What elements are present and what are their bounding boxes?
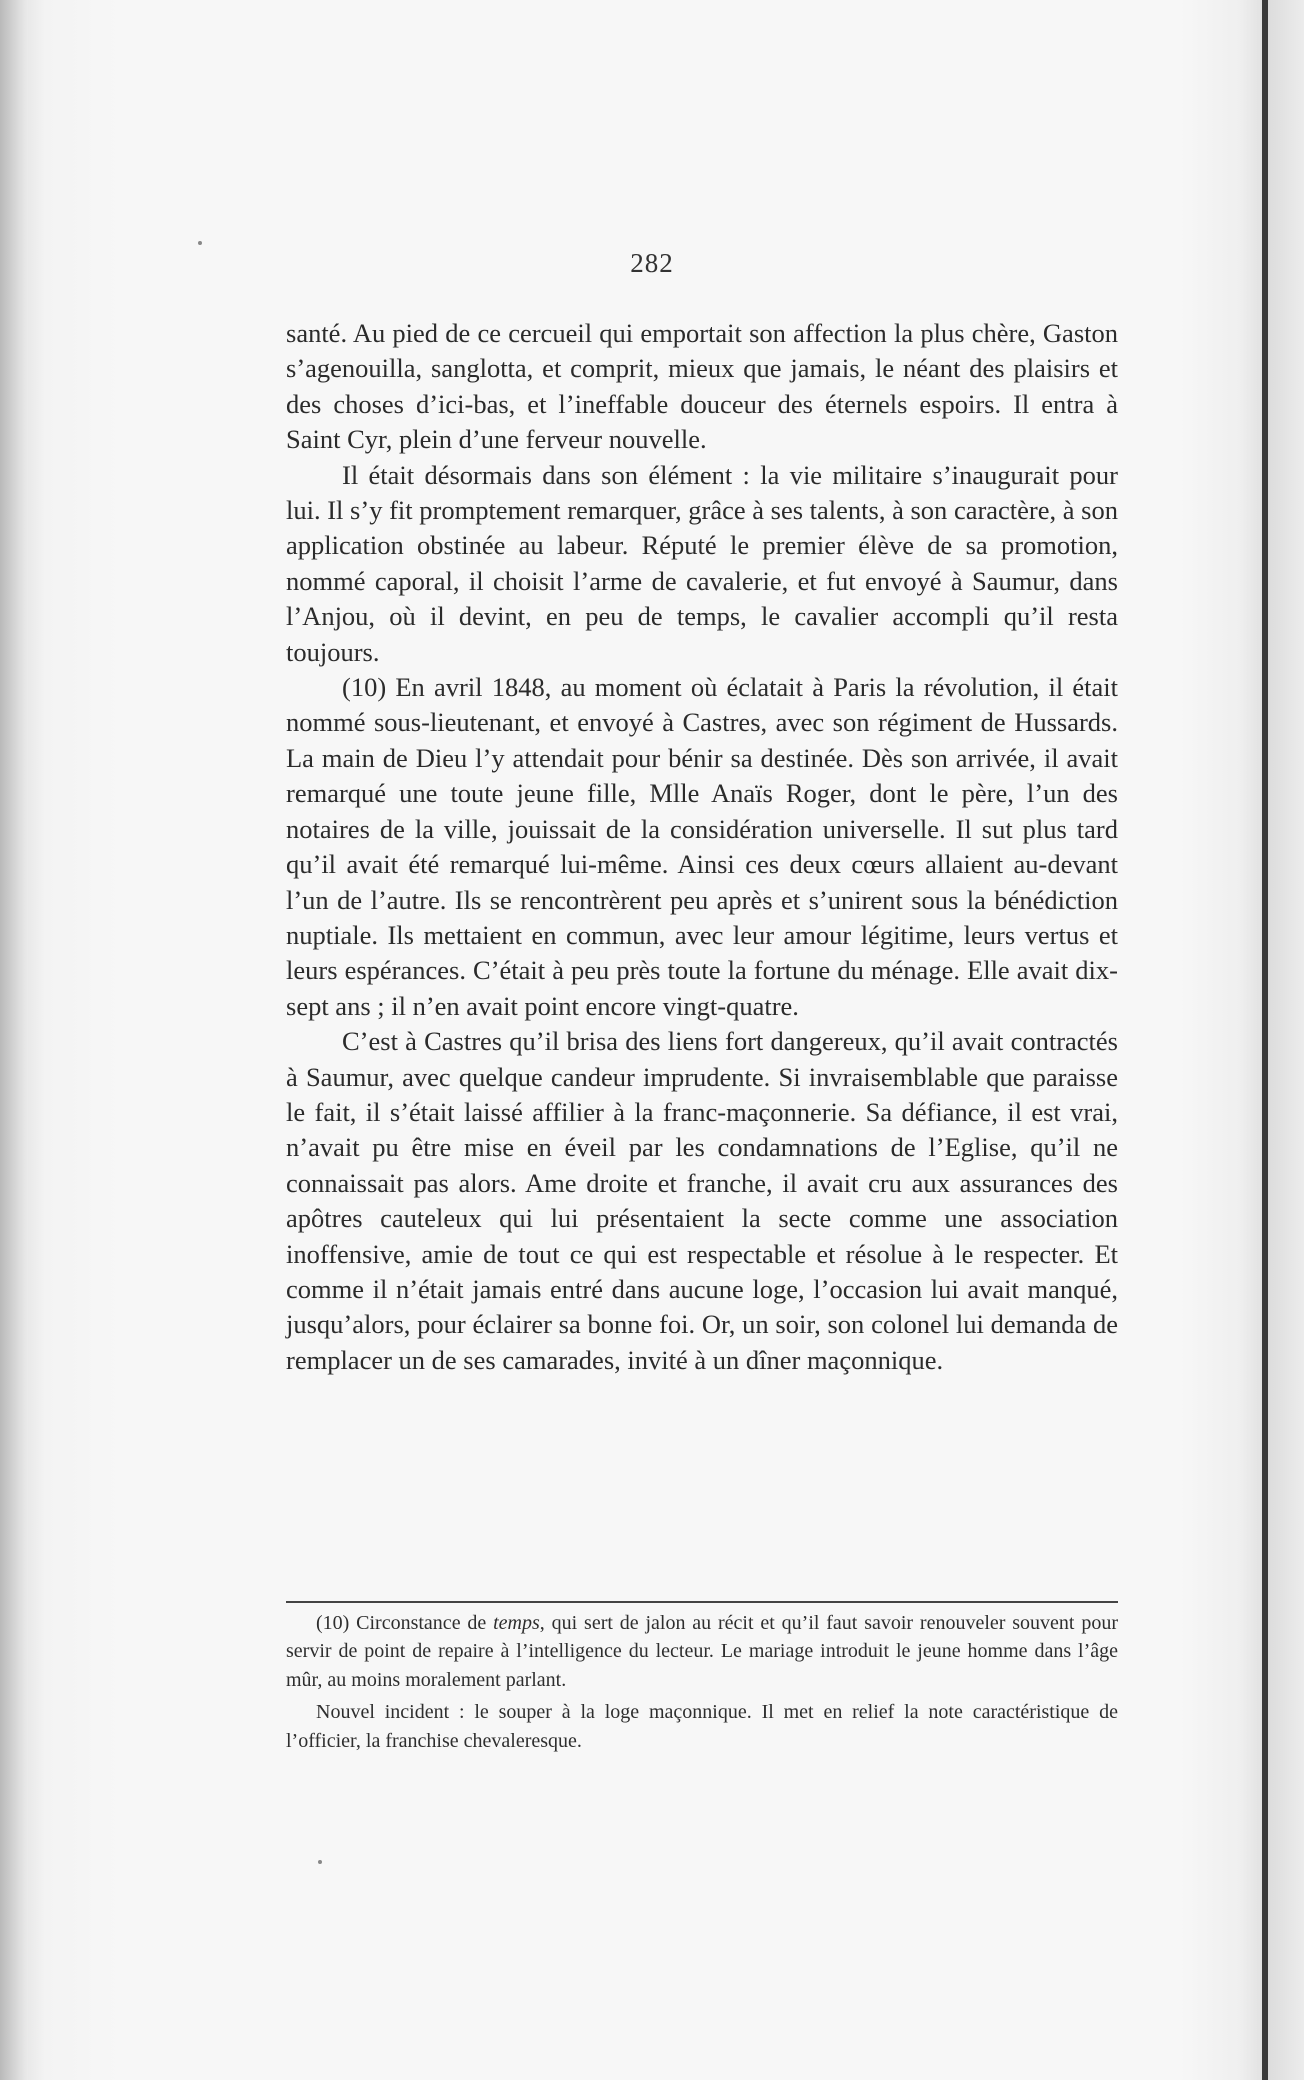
paragraph: C’est à Castres qu’il brisa des liens fort dangereux, qu’il avait contractés à Saumur, avec quelque candeur imprudente. Si invraisemblable que paraisse le fait, il s’était laissé affilier à la franc-maçonnerie. Sa défiance, il est vrai, n’avait pu être mise en éveil par les condamnations de l’Eglise, qu’il ne connaissait pas alors. Ame droite et franche, il avait cru aux assurances des apôtres cauteleux qui lui présentaient la secte comme une association inoffensive, amie de tout ce qui est respectable et résolue à le respecter. Et comme il n’était jamais entré dans aucune loge, l’occasion lui avait manqué, jusqu’alors, pour éclairer sa bonne foi. Or, un soir, son colonel lui demanda de remplacer un de ses camarades, invité à un dîner maçonnique. xyxy=(286,1026,1118,1375)
scan-speck xyxy=(198,241,202,245)
footnote-incident: Nouvel incident : le souper à la loge maçonnique. Il met en relief la note caractéristique de l’officier, la franchise chevaleresque. xyxy=(286,1701,1118,1752)
paragraph: santé. Au pied de ce cercueil qui emportait son affection la plus chère, Gaston s’agenouilla, sanglotta, et comprit, mieux que jamais, le néant des plaisirs et des choses d’ici-bas, et l’ineffable douceur des éternels espoirs. Il entra à Saint Cyr, plein d’une ferveur nouvelle. xyxy=(286,318,1118,455)
main-text xyxy=(286,316,1118,1378)
footnote-10 xyxy=(286,1609,1118,1694)
footnote-separator xyxy=(286,1601,1118,1603)
footnote-10-italic: temps xyxy=(493,1612,540,1634)
paragraph: Il était désormais dans son élément : la vie militaire s’inaugurait pour lui. Il s’y fit promptement remarquer, grâce à ses talents, à son caractère, à son application obstinée au labeur. Réputé le premier élève de sa promotion, nommé caporal, il choisit l’arme de cavalerie, et fut envoyé à Saumur, dans l’Anjou, où il devint, en peu de temps, le cavalier accompli qu’il resta toujours. xyxy=(286,459,1118,667)
footnote-10-text: , qui sert de jalon au récit et qu’il faut savoir renouveler souvent pour servir de point de repaire à l’intelligence du lecteur. Le mariage introduit le jeune homme dans l’âge mûr, au moins moralement parlant. xyxy=(286,1612,1118,1691)
footnotes xyxy=(286,1609,1118,1755)
adjacent-page-strip xyxy=(1268,0,1304,2080)
paragraph: (10) En avril 1848, au moment où éclatait à Paris la révolution, il était nommé sous-lieutenant, et envoyé à Castres, avec son régiment de Hussards. La main de Dieu l’y attendait pour bénir sa destinée. Dès son arrivée, il avait remarqué une toute jeune fille, Mlle Anaïs Roger, dont le père, l’un des notaires de la ville, jouissait de la considération universelle. Il sut plus tard qu’il avait été remarqué lui-même. Ainsi ces deux cœurs allaient au-devant l’un de l’autre. Ils se rencontrèrent peu après et s’unirent sous la bénédiction nuptiale. Ils mettaient en commun, avec leur amour légitime, leurs vertus et leurs espérances. C’était à peu près toute la fortune du ménage. Elle avait dix-sept ans ; il n’en avait point encore vingt-quatre. xyxy=(286,672,1118,1021)
footnote-10-prefix: (10) Circonstance de xyxy=(316,1612,494,1634)
page-number: 282 xyxy=(630,248,674,278)
scan-speck xyxy=(318,1860,322,1864)
page-left-edge-shadow xyxy=(0,0,28,2080)
